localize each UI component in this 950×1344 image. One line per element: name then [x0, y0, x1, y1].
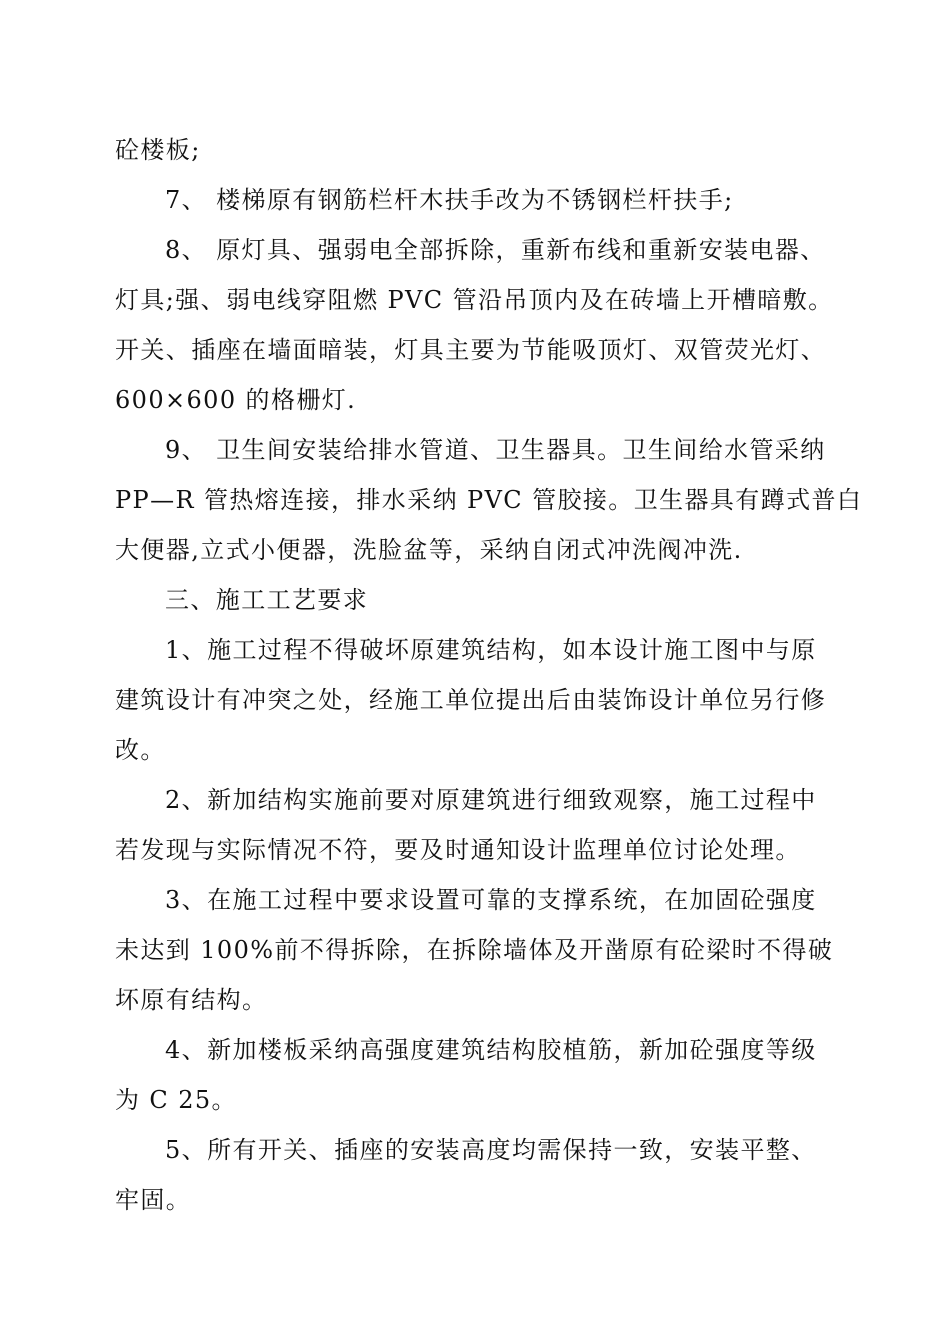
- req-2-line-1: 2、新加结构实施前要对原建筑进行细致观察，施工过程中: [165, 786, 817, 814]
- req-5-line-1: 5、所有开关、插座的安装高度均需保持一致，安装平整、: [165, 1136, 817, 1164]
- item-8-line-2: 灯具;强、弱电线穿阻燃 PVC 管沿吊顶内及在砖墙上开槽暗敷。: [115, 286, 834, 314]
- item-8-line-1: 8、 原灯具、强弱电全部拆除，重新布线和重新安装电器、: [165, 236, 826, 264]
- item-8-line-4: 600×600 的格栅灯.: [115, 386, 357, 414]
- item-8-line-3: 开关、插座在墙面暗装，灯具主要为节能吸顶灯、双管荧光灯、: [115, 336, 827, 364]
- req-1-line-3: 改。: [115, 736, 166, 764]
- section-heading: 三、施工工艺要求: [165, 586, 369, 614]
- text-line-continuation: 砼楼板;: [115, 136, 201, 164]
- req-4-line-1: 4、新加楼板采纳高强度建筑结构胶植筋，新加砼强度等级: [165, 1036, 817, 1064]
- req-2-line-2: 若发现与实际情况不符，要及时通知设计监理单位讨论处理。: [115, 836, 801, 864]
- req-3-line-2: 未达到 100%前不得拆除，在拆除墙体及开凿原有砼梁时不得破: [115, 936, 834, 964]
- req-5-line-2: 牢固。: [115, 1186, 192, 1214]
- item-9-line-2: PP—R 管热熔连接，排水采纳 PVC 管胶接。卫生器具有蹲式普白: [115, 486, 863, 514]
- req-1-line-1: 1、施工过程不得破坏原建筑结构，如本设计施工图中与原: [165, 636, 817, 664]
- req-1-line-2: 建筑设计有冲突之处，经施工单位提出后由装饰设计单位另行修: [115, 686, 827, 714]
- item-7-line-1: 7、 楼梯原有钢筋栏杆木扶手改为不锈钢栏杆扶手;: [165, 186, 734, 214]
- item-9-line-1: 9、 卫生间安装给排水管道、卫生器具。卫生间给水管采纳: [165, 436, 826, 464]
- item-9-line-3: 大便器,立式小便器，洗脸盆等，采纳自闭式冲洗阀冲洗.: [115, 536, 743, 564]
- req-3-line-3: 坏原有结构。: [115, 986, 268, 1014]
- req-3-line-1: 3、在施工过程中要求设置可靠的支撑系统，在加固砼强度: [165, 886, 817, 914]
- req-4-line-2: 为 C 25。: [115, 1086, 237, 1114]
